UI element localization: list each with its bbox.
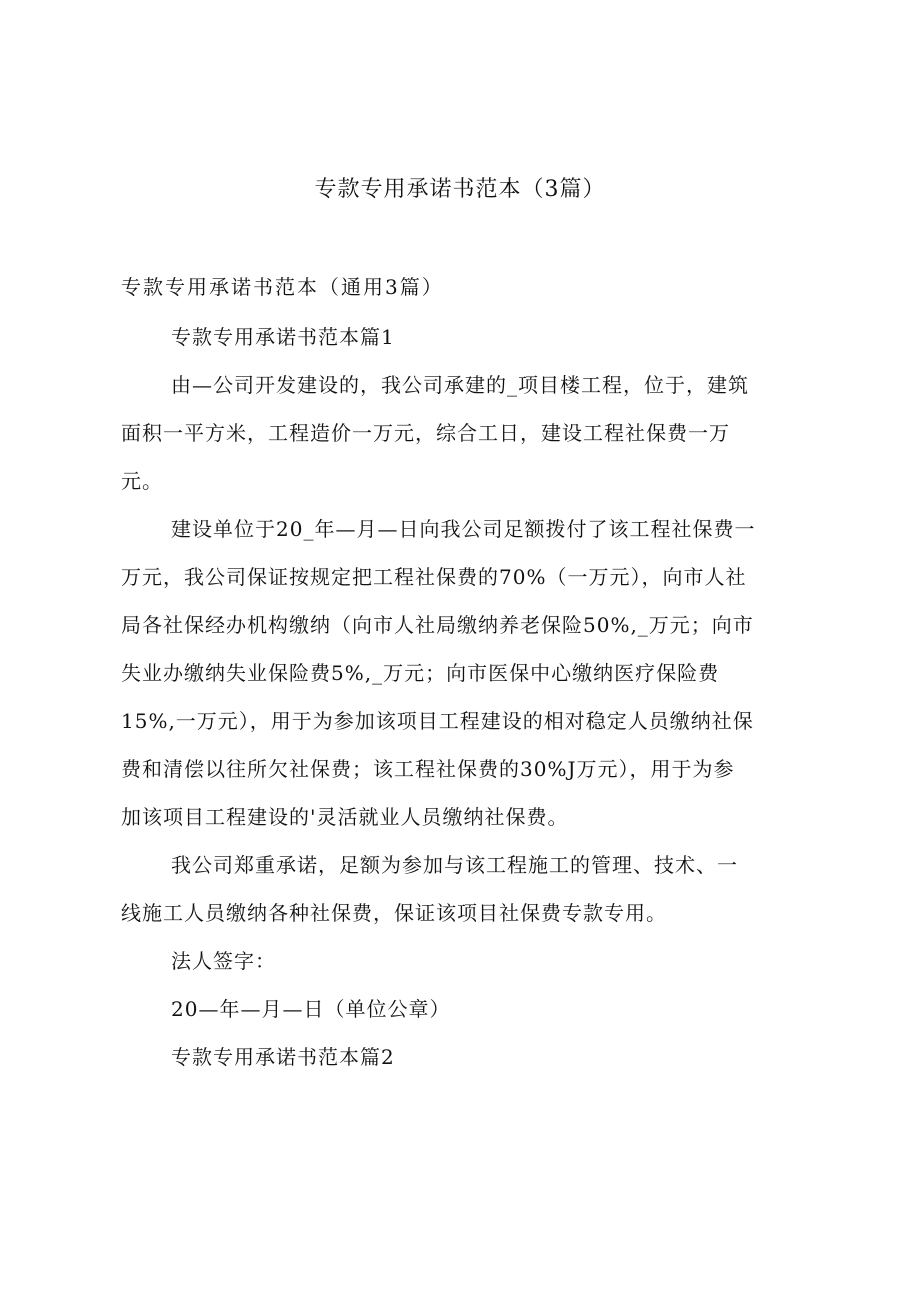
paragraph-2-line: 建设单位于20_年—月—日向我公司足额拨付了该工程社保费一	[171, 517, 756, 541]
paragraph-2-line: 加该项目工程建设的'灵活就业人员缴纳社保费。	[121, 805, 569, 829]
document-subtitle: 专款专用承诺书范本（通用3篇）	[121, 275, 444, 299]
paragraph-1-line: 由—公司开发建设的，我公司承建的_项目楼工程，位于，建筑	[171, 373, 749, 397]
section-heading-1: 专款专用承诺书范本篇1	[171, 325, 395, 349]
date-line: 20—年—月—日（单位公章）	[171, 997, 451, 1021]
paragraph-2-line: 费和清偿以往所欠社保费；该工程社保费的30%J万元），用于为参	[121, 757, 735, 781]
paragraph-2-line: 局各社保经办机构缴纳（向市人社局缴纳养老保险50%,_万元；向市	[121, 613, 754, 637]
signature-label: 法人签字：	[171, 949, 276, 973]
paragraph-2-line: 失业办缴纳失业保险费5%,_万元；向市医保中心缴纳医疗保险费	[121, 661, 720, 685]
paragraph-2-line: 15%,一万元），用于为参加该项目工程建设的相对稳定人员缴纳社保	[121, 709, 754, 733]
paragraph-1-line: 面积一平方米，工程造价一万元，综合工日，建设工程社保费一万	[121, 421, 730, 445]
paragraph-2-line: 万元，我公司保证按规定把工程社保费的70%（一万元），向市人社	[121, 565, 747, 589]
paragraph-3-line: 我公司郑重承诺，足额为参加与该工程施工的管理、技术、一	[171, 853, 738, 877]
paragraph-1-line: 元。	[121, 469, 163, 493]
document-title: 专款专用承诺书范本（3篇）	[314, 177, 606, 202]
paragraph-3-line: 线施工人员缴纳各种社保费，保证该项目社保费专款专用。	[121, 901, 667, 925]
section-heading-2: 专款专用承诺书范本篇2	[171, 1045, 395, 1069]
